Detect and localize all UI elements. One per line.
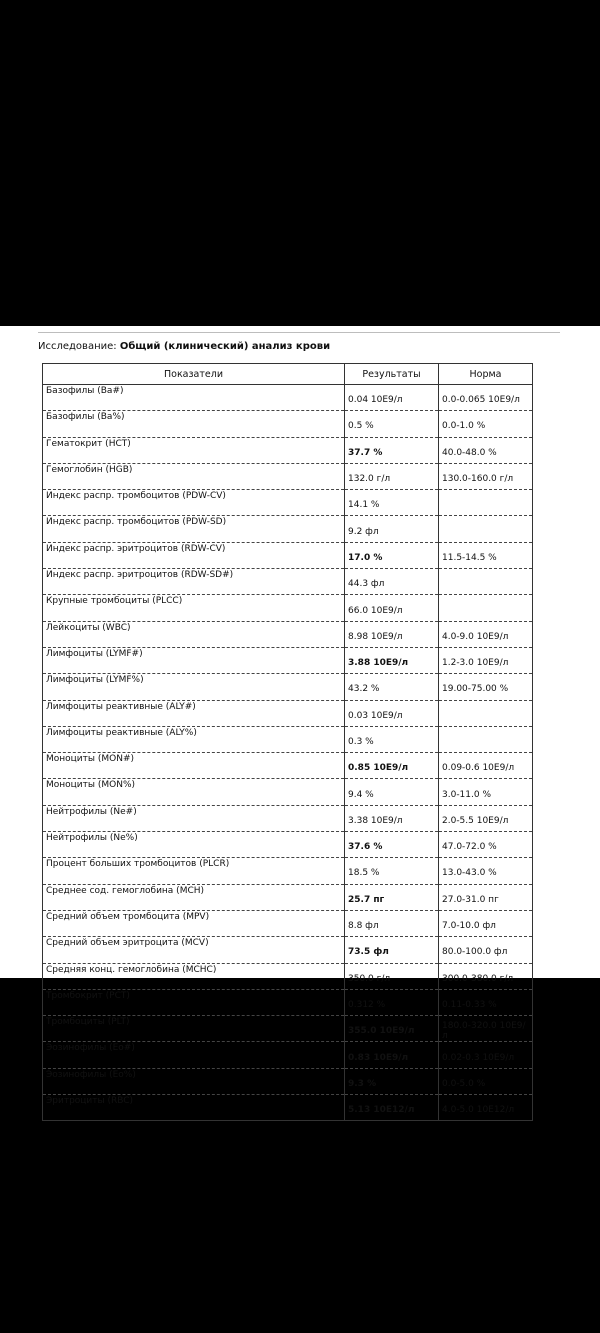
reference-range: 80.0-100.0 фл — [439, 937, 533, 963]
reference-range — [439, 595, 533, 621]
indicator-name: Лейкоциты (WBC) — [43, 621, 345, 647]
result-value: 350.0 г/л — [345, 963, 439, 989]
indicator-name: Эозинофилы (Eo#) — [43, 1042, 345, 1068]
indicator-name: Нейтрофилы (Ne%) — [43, 832, 345, 858]
table-row — [43, 647, 533, 673]
indicator-name: Базофилы (Ba#) — [43, 385, 345, 411]
indicator-name: Лимфоциты (LYMF#) — [43, 647, 345, 673]
indicator-name: Индекс распр. тромбоцитов (PDW-SD) — [43, 516, 345, 542]
result-value: 5.13 10E12/л — [345, 1095, 439, 1121]
result-value: 44.3 фл — [345, 569, 439, 595]
reference-range: 300.0-380.0 г/л — [439, 963, 533, 989]
result-value: 18.5 % — [345, 858, 439, 884]
indicator-name: Нейтрофилы (Ne#) — [43, 805, 345, 831]
result-value: 37.6 % — [345, 832, 439, 858]
indicator-name: Индекс распр. эритроцитов (RDW-CV) — [43, 542, 345, 568]
reference-range: 7.0-10.0 фл — [439, 910, 533, 936]
column-header-result: Результаты — [345, 364, 439, 385]
blood-test-table — [42, 363, 533, 1121]
column-header-norm: Норма — [439, 364, 533, 385]
indicator-name: Базофилы (Ba%) — [43, 411, 345, 437]
result-value: 0.03 10E9/л — [345, 700, 439, 726]
result-value: 17.0 % — [345, 542, 439, 568]
indicator-name: Лимфоциты (LYMF%) — [43, 674, 345, 700]
table-row — [43, 674, 533, 700]
result-value: 355.0 10E9/л — [345, 1016, 439, 1042]
reference-range: 0.0-0.065 10E9/л — [439, 385, 533, 411]
separator-line — [38, 332, 560, 333]
result-value: 0.5 % — [345, 411, 439, 437]
table-row — [43, 516, 533, 542]
table-row — [43, 726, 533, 752]
result-value: 66.0 10E9/л — [345, 595, 439, 621]
table-row — [43, 1016, 533, 1042]
table-row — [43, 753, 533, 779]
result-value: 132.0 г/л — [345, 463, 439, 489]
table-header-row — [43, 364, 533, 385]
document-page — [0, 326, 600, 1116]
reference-range: 0.09-0.6 10E9/л — [439, 753, 533, 779]
reference-range: 40.0-48.0 % — [439, 437, 533, 463]
table-row — [43, 1042, 533, 1068]
indicator-name: Средний объем эритроцита (MCV) — [43, 937, 345, 963]
table-row — [43, 569, 533, 595]
reference-range: 47.0-72.0 % — [439, 832, 533, 858]
result-value: 9.2 фл — [345, 516, 439, 542]
result-value: 9.4 % — [345, 779, 439, 805]
reference-range: 180.0-320.0 10E9/л — [439, 1016, 533, 1042]
reference-range: 0.0-1.0 % — [439, 411, 533, 437]
study-title: Общий (клинический) анализ крови — [119, 341, 331, 352]
result-value: 0.3 % — [345, 726, 439, 752]
table-row — [43, 858, 533, 884]
reference-range: 130.0-160.0 г/л — [439, 463, 533, 489]
table-row — [43, 621, 533, 647]
indicator-name: Эритроциты (RBC) — [43, 1095, 345, 1121]
indicator-name: Средний объем тромбоцита (MPV) — [43, 910, 345, 936]
reference-range: 0.11-0.33 % — [439, 989, 533, 1015]
reference-range — [439, 569, 533, 595]
table-row — [43, 463, 533, 489]
result-value: 3.38 10E9/л — [345, 805, 439, 831]
black-border-top — [0, 0, 600, 326]
table-row — [43, 437, 533, 463]
indicator-name: Лимфоциты реактивные (ALY%) — [43, 726, 345, 752]
table-row — [43, 1095, 533, 1121]
indicator-name: Гемоглобин (HGB) — [43, 463, 345, 489]
study-label: Исследование: — [38, 341, 117, 352]
table-row — [43, 779, 533, 805]
table-row — [43, 542, 533, 568]
indicator-name: Эозинофилы (Eo%) — [43, 1068, 345, 1094]
indicator-name: Тромбоциты (PLT) — [43, 1016, 345, 1042]
indicator-name: Крупные тромбоциты (PLCC) — [43, 595, 345, 621]
indicator-name: Индекс распр. эритроцитов (RDW-SD#) — [43, 569, 345, 595]
result-value: 37.7 % — [345, 437, 439, 463]
reference-range: 19.00-75.00 % — [439, 674, 533, 700]
reference-range: 4.0-9.0 10E9/л — [439, 621, 533, 647]
study-heading — [38, 341, 330, 352]
indicator-name: Лимфоциты реактивные (ALY#) — [43, 700, 345, 726]
reference-range: 27.0-31.0 пг — [439, 884, 533, 910]
result-value: 43.2 % — [345, 674, 439, 700]
result-value: 0.312 % — [345, 989, 439, 1015]
table-row — [43, 989, 533, 1015]
reference-range — [439, 516, 533, 542]
indicator-name: Моноциты (MON%) — [43, 779, 345, 805]
result-value: 0.85 10E9/л — [345, 753, 439, 779]
result-value: 8.8 фл — [345, 910, 439, 936]
result-value: 25.7 пг — [345, 884, 439, 910]
reference-range: 3.0-11.0 % — [439, 779, 533, 805]
reference-range: 1.2-3.0 10E9/л — [439, 647, 533, 673]
table-row — [43, 963, 533, 989]
column-header-indicator: Показатели — [43, 364, 345, 385]
result-value: 0.04 10E9/л — [345, 385, 439, 411]
result-value: 3.88 10E9/л — [345, 647, 439, 673]
table-row — [43, 1068, 533, 1094]
result-value: 9.3 % — [345, 1068, 439, 1094]
table-row — [43, 832, 533, 858]
table-row — [43, 411, 533, 437]
reference-range: 11.5-14.5 % — [439, 542, 533, 568]
reference-range — [439, 700, 533, 726]
indicator-name: Гематокрит (HCT) — [43, 437, 345, 463]
reference-range — [439, 726, 533, 752]
table-row — [43, 937, 533, 963]
table-row — [43, 805, 533, 831]
reference-range: 2.0-5.5 10E9/л — [439, 805, 533, 831]
indicator-name: Средняя конц. гемоглобина (MCHC) — [43, 963, 345, 989]
indicator-name: Среднее сод. гемоглобина (MCH) — [43, 884, 345, 910]
reference-range: 13.0-43.0 % — [439, 858, 533, 884]
reference-range: 0.02-0.3 10E9/л — [439, 1042, 533, 1068]
reference-range: 0.0-5.0 % — [439, 1068, 533, 1094]
table-row — [43, 884, 533, 910]
result-value: 8.98 10E9/л — [345, 621, 439, 647]
result-value: 0.83 10E9/л — [345, 1042, 439, 1068]
result-value: 73.5 фл — [345, 937, 439, 963]
reference-range — [439, 490, 533, 516]
reference-range: 4.0-5.0 10E12/л — [439, 1095, 533, 1121]
table-row — [43, 385, 533, 411]
indicator-name: Моноциты (MON#) — [43, 753, 345, 779]
table-row — [43, 700, 533, 726]
indicator-name: Тромбокрит (PCT) — [43, 989, 345, 1015]
indicator-name: Процент больших тромбоцитов (PLCR) — [43, 858, 345, 884]
table-row — [43, 595, 533, 621]
table-row — [43, 910, 533, 936]
table-row — [43, 490, 533, 516]
indicator-name: Индекс распр. тромбоцитов (PDW-CV) — [43, 490, 345, 516]
result-value: 14.1 % — [345, 490, 439, 516]
